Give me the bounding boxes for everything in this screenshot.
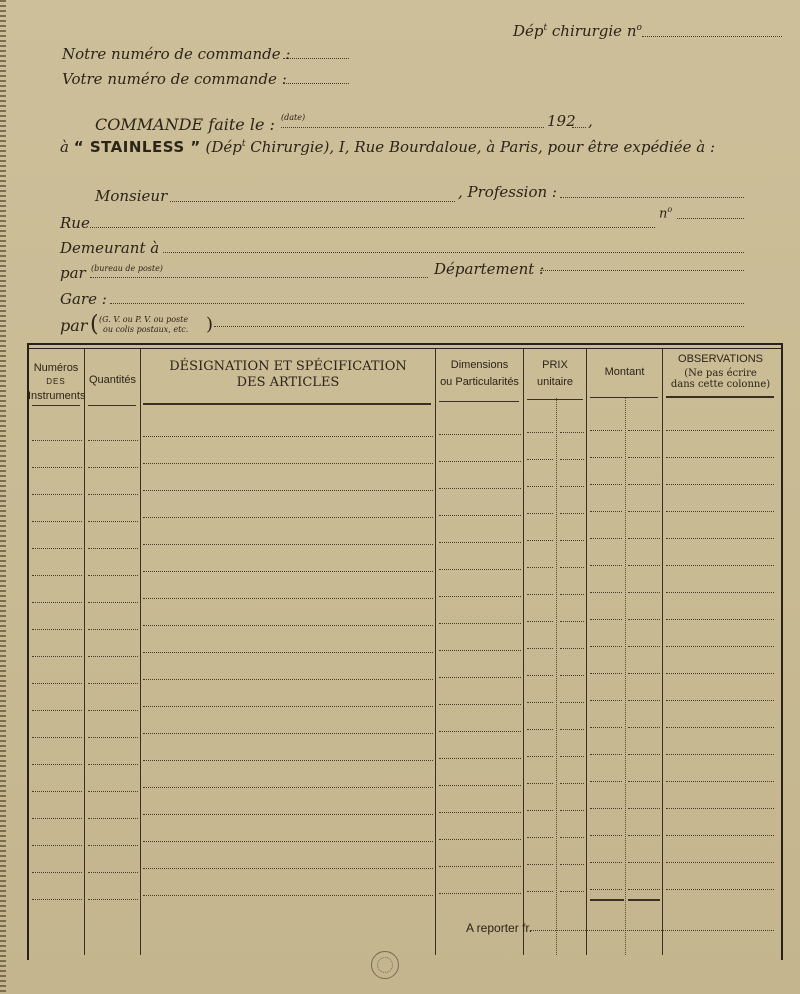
commande-label: COMMANDE faite le : — [95, 115, 275, 134]
col-sep — [523, 349, 524, 955]
col-sep — [586, 349, 587, 955]
table-row-rule[interactable] — [32, 845, 82, 846]
table-row-rule[interactable] — [666, 862, 774, 863]
table-row-rule[interactable] — [666, 673, 774, 674]
table-row-rule[interactable] — [590, 511, 622, 512]
numero-sup: o — [667, 205, 673, 214]
demeurant-label: Demeurant à — [60, 239, 160, 257]
table-row-rule[interactable] — [32, 467, 82, 468]
table-row-rule[interactable] — [32, 872, 82, 873]
table-row-rule[interactable] — [32, 602, 82, 603]
table-row-rule[interactable] — [628, 592, 660, 593]
paren-open: ( — [90, 312, 99, 337]
firm-address: Chirurgie), I, Rue Bourdaloue, à Paris, pour être expédiée à : — [245, 138, 716, 156]
table-row-rule[interactable] — [143, 814, 433, 815]
table-row-rule[interactable] — [527, 567, 553, 568]
table-row-rule[interactable] — [527, 432, 553, 433]
table-row-rule[interactable] — [666, 457, 774, 458]
col-sep-thin — [556, 398, 557, 955]
table-row-rule[interactable] — [439, 893, 521, 894]
table-row-rule[interactable] — [88, 710, 138, 711]
table-row-rule[interactable] — [88, 818, 138, 819]
dept-no-field[interactable] — [642, 36, 782, 37]
table-row-rule[interactable] — [88, 602, 138, 603]
table-row-rule[interactable] — [88, 575, 138, 576]
table-row-rule[interactable] — [88, 521, 138, 522]
table-row-rule[interactable] — [590, 781, 622, 782]
table-row-rule[interactable] — [143, 679, 433, 680]
table-row-rule[interactable] — [143, 841, 433, 842]
table-row-rule[interactable] — [666, 430, 774, 431]
departement-field[interactable] — [540, 270, 744, 271]
table-row-rule[interactable] — [666, 511, 774, 512]
par-transport-label: par — [60, 316, 88, 335]
header-numeros-1: Numéros — [33, 362, 79, 374]
dept-no-sup: o — [636, 23, 642, 33]
table-row-rule[interactable] — [628, 781, 660, 782]
table-row-rule[interactable] — [590, 538, 622, 539]
table-row-rule[interactable] — [560, 459, 584, 460]
header-designation-2: DES ARTICLES — [236, 375, 340, 390]
table-row-rule[interactable] — [32, 575, 82, 576]
table-row-rule[interactable] — [628, 835, 660, 836]
table-row-rule[interactable] — [666, 781, 774, 782]
table-row-rule[interactable] — [143, 787, 433, 788]
demeurant-field[interactable] — [163, 252, 744, 253]
table-row-rule[interactable] — [439, 731, 521, 732]
table-row-rule[interactable] — [628, 457, 660, 458]
header-designation — [141, 359, 435, 391]
table-row-rule[interactable] — [628, 430, 660, 431]
table-row-rule[interactable] — [590, 430, 622, 431]
monsieur-field[interactable] — [170, 201, 455, 202]
dept-sup: t — [543, 23, 548, 33]
header-observations-1: OBSERVATIONS — [678, 353, 763, 365]
table-row-rule[interactable] — [32, 764, 82, 765]
table-row-rule[interactable] — [143, 895, 433, 896]
table-row-rule[interactable] — [527, 621, 553, 622]
table-row-rule[interactable] — [628, 754, 660, 755]
table-row-rule[interactable] — [666, 484, 774, 485]
table-row-rule[interactable] — [88, 656, 138, 657]
transport-hint-1: (G. V. ou P. V. ou poste — [99, 315, 189, 324]
table-row-rule[interactable] — [32, 683, 82, 684]
table-row-rule[interactable] — [590, 484, 622, 485]
table-row-rule[interactable] — [88, 899, 138, 900]
table-row-rule[interactable] — [439, 677, 521, 678]
table-row-rule[interactable] — [590, 835, 622, 836]
table-row-rule[interactable] — [590, 646, 622, 647]
table-row-rule[interactable] — [32, 548, 82, 549]
table-row-rule[interactable] — [590, 457, 622, 458]
table-row-rule[interactable] — [439, 488, 521, 489]
table-row-rule[interactable] — [143, 625, 433, 626]
table-row-rule[interactable] — [88, 872, 138, 873]
header-designation-1: DÉSIGNATION ET SPÉCIFICATION — [169, 359, 407, 374]
transport-hint-2: ou colis postaux, etc. — [103, 325, 189, 334]
table-row-rule[interactable] — [32, 629, 82, 630]
table-row-rule[interactable] — [590, 592, 622, 593]
table-row-rule[interactable] — [439, 812, 521, 813]
table-row-rule[interactable] — [88, 440, 138, 441]
table-row-rule[interactable] — [628, 646, 660, 647]
table-row-rule[interactable] — [527, 783, 553, 784]
firm-detail-sup: t — [241, 139, 246, 149]
table-row-rule[interactable] — [560, 567, 584, 568]
header-quantites: Quantités — [88, 374, 137, 386]
profession-label: , Profession : — [458, 183, 557, 201]
to-prefix: à — [60, 138, 69, 156]
col-sep — [140, 349, 141, 955]
table-row-rule[interactable] — [628, 700, 660, 701]
table-row-rule[interactable] — [143, 598, 433, 599]
table-row-rule[interactable] — [628, 808, 660, 809]
rue-label: Rue — [60, 214, 90, 232]
par-label: par — [60, 264, 86, 282]
table-row-rule[interactable] — [32, 791, 82, 792]
table-row-rule[interactable] — [590, 700, 622, 701]
header-numeros-2: DES — [46, 377, 66, 386]
table-row-rule[interactable] — [560, 837, 584, 838]
header-observations-2: (Ne pas écrire — [684, 368, 757, 379]
table-row-rule[interactable] — [560, 513, 584, 514]
table-row-rule[interactable] — [439, 434, 521, 435]
table-row-rule[interactable] — [527, 810, 553, 811]
table-row-rule[interactable] — [560, 864, 584, 865]
table-row-rule[interactable] — [560, 891, 584, 892]
table-row-rule[interactable] — [32, 521, 82, 522]
year-label: 192 — [547, 112, 576, 130]
header-rule — [88, 405, 136, 406]
table-row-rule[interactable] — [628, 619, 660, 620]
table-row-rule[interactable] — [527, 864, 553, 865]
bureau-hint: (bureau de poste) — [91, 264, 163, 273]
table-row-rule[interactable] — [527, 594, 553, 595]
table-row-rule[interactable] — [590, 862, 622, 863]
header-dimensions-1: Dimensions — [450, 359, 509, 371]
table-row-rule[interactable] — [527, 459, 553, 460]
table-row-rule[interactable] — [439, 785, 521, 786]
table-row-rule[interactable] — [666, 727, 774, 728]
table-row-rule[interactable] — [439, 623, 521, 624]
col-sep — [435, 349, 436, 955]
header-rule — [439, 401, 519, 402]
numero-label — [659, 205, 672, 221]
table-row-rule[interactable] — [560, 486, 584, 487]
numero-field[interactable] — [677, 218, 744, 219]
table-row-rule[interactable] — [666, 889, 774, 890]
table-row-rule[interactable] — [143, 868, 433, 869]
header-rule — [32, 405, 80, 406]
year-field[interactable] — [572, 127, 586, 128]
header-rule — [527, 399, 583, 400]
votre-numero-label: Votre numéro de commande : — [62, 70, 287, 88]
rue-field[interactable] — [90, 227, 655, 228]
header-rule — [590, 397, 658, 398]
table-row-rule[interactable] — [88, 548, 138, 549]
table-row-rule[interactable] — [628, 673, 660, 674]
bureau-field[interactable] — [90, 277, 428, 278]
numero-word: n — [659, 206, 668, 222]
table-row-rule[interactable] — [32, 440, 82, 441]
departement-label: Département : — [434, 260, 545, 278]
profession-field[interactable] — [560, 197, 744, 198]
col-sep — [84, 349, 85, 955]
notre-numero-label: Notre numéro de commande : — [62, 45, 291, 63]
table-row-rule[interactable] — [527, 540, 553, 541]
table-row-rule[interactable] — [527, 675, 553, 676]
table-row-rule[interactable] — [32, 737, 82, 738]
table-row-rule[interactable] — [590, 619, 622, 620]
firm-name: “ STAINLESS ” — [73, 138, 201, 156]
notre-numero-field[interactable] — [283, 58, 349, 59]
header-numeros — [28, 361, 84, 403]
header-prix-1: PRIX — [542, 359, 568, 371]
table-row-rule[interactable] — [666, 754, 774, 755]
table-row-rule[interactable] — [88, 629, 138, 630]
table-row-rule[interactable] — [560, 675, 584, 676]
a-reporter-label: A reporter fr. — [466, 921, 533, 935]
total-rule — [628, 899, 660, 901]
table-row-rule[interactable] — [590, 889, 622, 890]
header-dimensions-2: ou Particularités — [440, 376, 519, 388]
table-row-rule[interactable] — [88, 467, 138, 468]
header-numeros-3: Instruments — [28, 390, 86, 402]
table-row-rule[interactable] — [527, 513, 553, 514]
header-observations-3: dans cette colonne) — [670, 379, 771, 390]
votre-numero-field[interactable] — [283, 83, 349, 84]
table-row-rule[interactable] — [590, 565, 622, 566]
total-rule — [590, 899, 624, 901]
header-rule — [666, 396, 774, 398]
date-field[interactable] — [281, 127, 544, 128]
transport-field[interactable] — [214, 326, 744, 327]
table-row-rule[interactable] — [560, 729, 584, 730]
col-sep — [662, 349, 663, 955]
table-row-rule[interactable] — [666, 565, 774, 566]
gare-field[interactable] — [110, 303, 744, 304]
table-row-rule[interactable] — [32, 818, 82, 819]
table-row-rule[interactable] — [560, 783, 584, 784]
perforated-edge — [0, 0, 6, 994]
table-row-rule[interactable] — [32, 710, 82, 711]
table-row-rule[interactable] — [666, 835, 774, 836]
firm-detail-open: (Dép — [205, 138, 242, 156]
table-row-rule[interactable] — [628, 727, 660, 728]
table-row-rule[interactable] — [560, 648, 584, 649]
table-row-rule[interactable] — [527, 486, 553, 487]
table-row-rule[interactable] — [143, 517, 433, 518]
firm-line — [60, 138, 715, 156]
gare-label: Gare : — [60, 290, 107, 308]
table-row-rule[interactable] — [590, 754, 622, 755]
table-row-rule[interactable] — [628, 511, 660, 512]
table-row-rule[interactable] — [143, 760, 433, 761]
table-row-rule[interactable] — [560, 810, 584, 811]
table-row-rule[interactable] — [143, 436, 433, 437]
table-row-rule[interactable] — [527, 729, 553, 730]
header-montant: Montant — [604, 366, 645, 378]
table-row-rule[interactable] — [439, 515, 521, 516]
dept-word: Dép — [513, 22, 544, 40]
table-row-rule[interactable] — [32, 899, 82, 900]
table-row-rule[interactable] — [560, 432, 584, 433]
header-dimensions — [436, 358, 523, 389]
table-row-rule[interactable] — [143, 652, 433, 653]
header-observations — [663, 352, 778, 390]
table-row-rule[interactable] — [666, 538, 774, 539]
table-row-rule[interactable] — [666, 700, 774, 701]
col-sep-thin — [625, 398, 626, 955]
dept-rest: chirurgie n — [547, 22, 637, 40]
header-prix — [524, 358, 586, 389]
header-rule — [143, 403, 431, 405]
table-row-rule[interactable] — [88, 845, 138, 846]
table-row-rule[interactable] — [143, 733, 433, 734]
table-row-rule[interactable] — [439, 839, 521, 840]
table-row-rule[interactable] — [590, 673, 622, 674]
table-row-rule[interactable] — [439, 569, 521, 570]
table-row-rule[interactable] — [143, 706, 433, 707]
table-row-rule[interactable] — [88, 683, 138, 684]
table-row-rule[interactable] — [143, 490, 433, 491]
table-row-rule[interactable] — [143, 544, 433, 545]
table-row-rule[interactable] — [439, 866, 521, 867]
year-suffix: , — [588, 112, 593, 130]
table-row-rule[interactable] — [439, 596, 521, 597]
table-row-rule[interactable] — [439, 650, 521, 651]
table-row-rule[interactable] — [88, 764, 138, 765]
table-row-rule[interactable] — [527, 648, 553, 649]
table-row-rule[interactable] — [88, 737, 138, 738]
table-row-rule[interactable] — [88, 791, 138, 792]
table-row-rule[interactable] — [560, 540, 584, 541]
table-row-rule[interactable] — [590, 808, 622, 809]
table-row-rule[interactable] — [666, 808, 774, 809]
table-row-rule[interactable] — [439, 461, 521, 462]
table-row-rule[interactable] — [439, 542, 521, 543]
table-row-rule[interactable] — [628, 484, 660, 485]
table-row-rule[interactable] — [439, 704, 521, 705]
table-row-rule[interactable] — [32, 656, 82, 657]
table-row-rule[interactable] — [88, 494, 138, 495]
table-row-rule[interactable] — [527, 756, 553, 757]
table-row-rule[interactable] — [439, 758, 521, 759]
perforation-stamp — [371, 951, 399, 979]
table-row-rule[interactable] — [628, 565, 660, 566]
table-row-rule[interactable] — [143, 571, 433, 572]
header-prix-2: unitaire — [536, 376, 574, 388]
paren-close: ) — [206, 314, 214, 335]
table-row-rule[interactable] — [560, 756, 584, 757]
table-row-rule[interactable] — [628, 889, 660, 890]
table-row-rule[interactable] — [32, 494, 82, 495]
date-hint: (date) — [281, 113, 306, 122]
table-row-rule[interactable] — [666, 646, 774, 647]
monsieur-label: Monsieur — [95, 187, 168, 205]
table-row-rule[interactable] — [666, 592, 774, 593]
dept-chirurgie-label — [513, 22, 642, 40]
table-row-rule[interactable] — [527, 702, 553, 703]
table-row-rule[interactable] — [560, 621, 584, 622]
table-row-rule[interactable] — [527, 891, 553, 892]
table-row-rule[interactable] — [560, 594, 584, 595]
table-row-rule[interactable] — [143, 463, 433, 464]
table-row-rule[interactable] — [527, 837, 553, 838]
table-row-rule[interactable] — [560, 702, 584, 703]
table-row-rule[interactable] — [666, 619, 774, 620]
table-row-rule[interactable] — [628, 862, 660, 863]
table-row-rule[interactable] — [628, 538, 660, 539]
table-row-rule[interactable] — [590, 727, 622, 728]
a-reporter-field[interactable] — [530, 930, 774, 931]
